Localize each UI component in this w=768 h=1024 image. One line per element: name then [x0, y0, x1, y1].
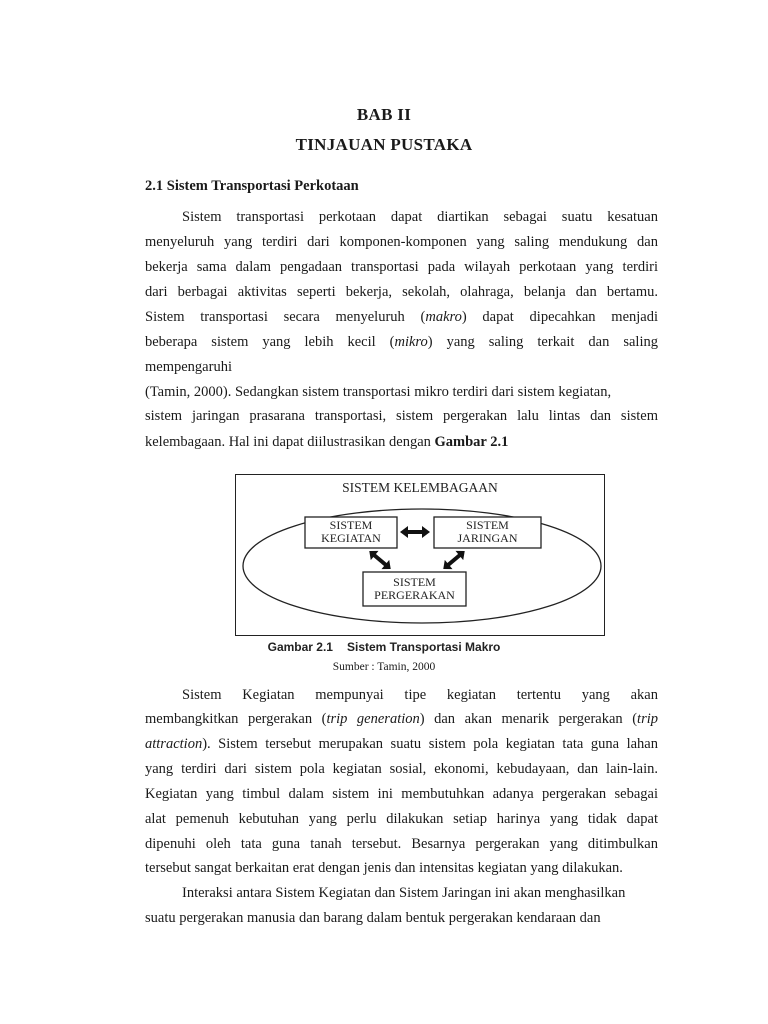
- text-line: yang terdiri dari sistem pola kegiatan sosial, ekonomi, kebudayaan, dan lain-lain.: [145, 761, 658, 777]
- figure-reference: Gambar 2.1: [434, 434, 509, 450]
- node-line: SISTEM: [466, 518, 509, 532]
- italic-term: trip generation: [326, 711, 420, 727]
- text-span: ) yang saling terkait dan saling: [427, 334, 658, 350]
- text-line: Kegiatan yang timbul dalam sistem ini membutuhkan adanya pergerakan sebagai: [145, 786, 658, 802]
- text-line: Sistem transportasi perkotaan dapat diartikan sebagai suatu kesatuan: [182, 209, 658, 225]
- node-line: SISTEM: [393, 575, 436, 589]
- text-line: Interaksi antara Sistem Kegiatan dan Sistem Jaringan ini akan menghasilkan: [182, 885, 626, 901]
- figure-source: Sumber : Tamin, 2000: [332, 661, 436, 673]
- diagram-canvas: [235, 474, 605, 636]
- text-line: [145, 709, 658, 729]
- text-line: [145, 332, 658, 352]
- italic-term: trip: [637, 711, 658, 727]
- text-line: [145, 432, 508, 452]
- text-line: sistem jaringan prasarana transportasi, sistem pergerakan lalu lintas dan sistem: [145, 408, 658, 424]
- text-line: suatu pergerakan manusia dan barang dalam bentuk pergerakan kendaraan dan: [145, 910, 601, 926]
- section-title: 2.1 Sistem Transportasi Perkotaan: [145, 178, 359, 194]
- text-line: dari berbagai aktivitas seperti bekerja, sekolah, olahraga, belanja dan bertamu.: [145, 284, 658, 300]
- text-line: menyeluruh yang terdiri dari komponen-komponen yang saling mendukung dan: [145, 234, 658, 250]
- figure-caption: [0, 640, 768, 654]
- figure-title: SISTEM KELEMBAGAAN: [342, 480, 498, 495]
- movement-system-label: [363, 576, 466, 602]
- text-span: membangkitkan pergerakan (: [145, 711, 327, 727]
- node-line: PERGERAKAN: [374, 588, 455, 602]
- node-line: SISTEM: [329, 518, 373, 532]
- text-span: ). Sistem tersebut merupakan suatu sistem pola kegiatan tata guna lahan: [202, 736, 658, 752]
- text-line: alat pemenuh kebutuhan yang perlu dilakukan setiap harinya yang tidak dapat: [145, 811, 658, 827]
- activity-system-label: [305, 519, 397, 545]
- text-line: dipenuhi oleh tata guna tanah tersebut. Besarnya pergerakan yang ditimbulkan: [145, 836, 658, 852]
- node-line: KEGIATAN: [321, 531, 381, 545]
- network-system-label: [434, 519, 541, 545]
- text-span: kelembagaan. Hal ini dapat diilustrasikan dengan: [145, 434, 435, 450]
- caption-text: Sistem Transportasi Makro: [346, 640, 501, 654]
- italic-term: makro: [425, 309, 462, 325]
- text-line: [145, 307, 658, 327]
- chapter-subtitle: TINJAUAN PUSTAKA: [295, 135, 473, 154]
- text-line: (Tamin, 2000). Sedangkan sistem transportasi mikro terdiri dari sistem kegiatan,: [145, 384, 612, 400]
- text-line: [145, 734, 658, 754]
- text-line: bekerja sama dalam pengadaan transportasi pada wilayah perkotaan yang terdiri: [145, 259, 658, 275]
- caption-label: Gambar 2.1: [267, 640, 333, 654]
- text-span: ) dan akan menarik pergerakan (: [419, 711, 638, 727]
- text-span: beberapa sistem yang lebih kecil (: [145, 334, 395, 350]
- text-line: Sistem Kegiatan mempunyai tipe kegiatan tertentu yang akan: [182, 687, 658, 703]
- text-span: Sistem transportasi secara menyeluruh (: [145, 309, 426, 325]
- italic-term: mikro: [394, 334, 428, 350]
- italic-term: attraction: [145, 736, 203, 752]
- chapter-title: BAB II: [356, 105, 412, 124]
- figure-diagram: [235, 474, 605, 636]
- node-line: JARINGAN: [457, 531, 518, 545]
- text-span: ) dapat dipecahkan menjadi: [461, 309, 658, 325]
- figure-frame: [236, 475, 605, 636]
- text-line: mempengaruhi: [145, 359, 232, 375]
- text-line: tersebut sangat berkaitan erat dengan jenis dan intensitas kegiatan yang dilakukan.: [145, 860, 623, 876]
